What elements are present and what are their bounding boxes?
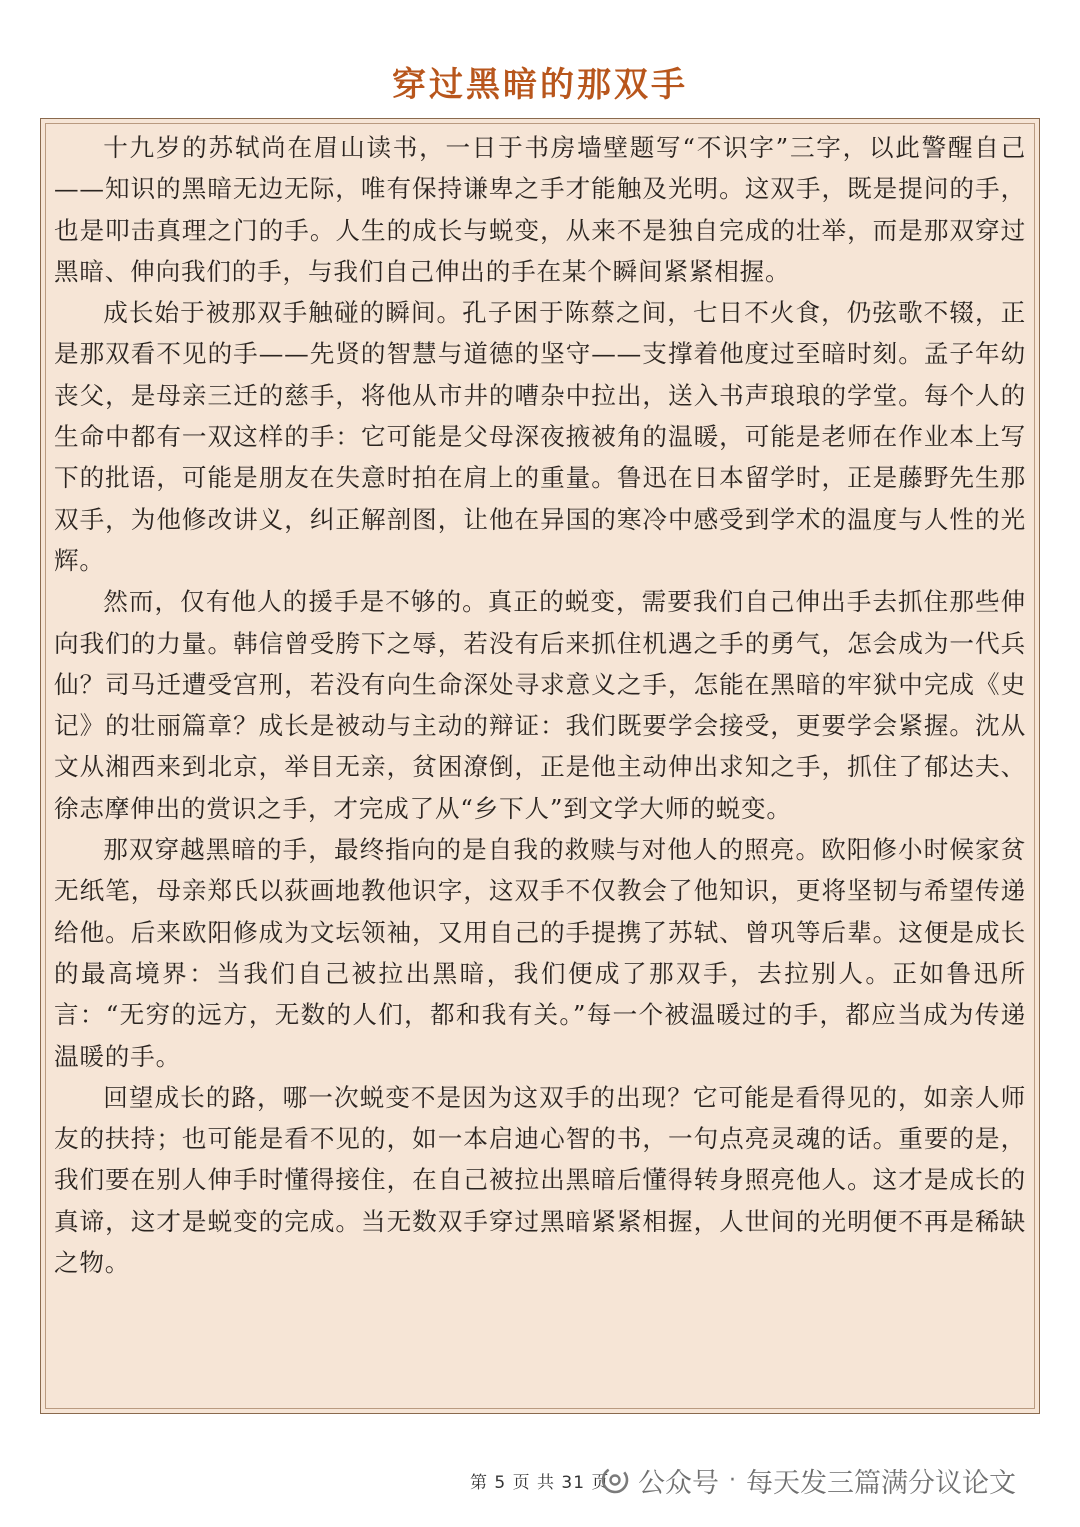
wechat-official-account-icon bbox=[600, 1465, 630, 1495]
watermark-label: 公众号 bbox=[638, 1467, 719, 1499]
paragraph-1: 十九岁的苏轼尚在眉山读书，一日于书房墙壁题写“不识字”三字，以此警醒自己——知识的黑暗无边无际，唯有保持谦卑之手才能触及光明。这双手，既是提问的手，也是叩击真理之门的手。人生的成长与蜕变，从来不是独自完成的壮举，而是那双穿过黑暗、伸向我们的手，与我们自己伸出的手在某个瞬间紧紧相握。 bbox=[54, 133, 1026, 286]
page-number: 第 5 页 共 31 页 bbox=[470, 1473, 610, 1493]
watermark-account-name: 每天发三篇满分议论文 bbox=[746, 1467, 1016, 1499]
paragraph-2: 成长始于被那双手触碰的瞬间。孔子困于陈蔡之间，七日不火食，仍弦歌不辍，正是那双看不见的手——先贤的智慧与道德的坚守——支撑着他度过至暗时刻。孟子年幼丧父，是母亲三迁的慈手，将他从市井的嘈杂中拉出，送入书声琅琅的学堂。每个人的生命中都有一双这样的手：它可能是父母深夜掖被角的温暖，可能是老师在作业本上写下的批语，可能是朋友在失意时拍在肩上的重量。鲁迅在日本留学时，正是藤野先生那双手，为他修改讲义，纠正解剖图，让他在异国的寒冷中感受到学术的温度与人性的光辉。 bbox=[54, 298, 1026, 575]
paragraph-3: 然而，仅有他人的援手是不够的。真正的蜕变，需要我们自己伸出手去抓住那些伸向我们的力量。韩信曾受胯下之辱，若没有后来抓住机遇之手的勇气，怎会成为一代兵仙？司马迁遭受宫刑，若没有向生命深处寻求意义之手，怎能在黑暗的牢狱中完成《史记》的壮丽篇章？成长是被动与主动的辩证：我们既要学会接受，更要学会紧握。沈从文从湘西来到北京，举目无亲，贫困潦倒，正是他主动伸出求知之手，抓住了郁达夫、徐志摩伸出的赏识之手，才完成了从“乡下人”到文学大师的蜕变。 bbox=[54, 587, 1026, 823]
watermark-separator: · bbox=[729, 1467, 736, 1493]
paragraph-4: 那双穿越黑暗的手，最终指向的是自我的救赎与对他人的照亮。欧阳修小时候家贫无纸笔，母亲郑氏以荻画地教他识字，这双手不仅教会了他知识，更将坚韧与希望传递给他。后来欧阳修成为文坛领袖，又用自己的手提携了苏轼、曾巩等后辈。这便是成长的最高境界：当我们自己被拉出黑暗，我们便成了那双手，去拉别人。正如鲁迅所言：“无穷的远方，无数的人们，都和我有关。”每一个被温暖过的手，都应当成为传递温暖的手。 bbox=[54, 835, 1026, 1071]
page-title: 穿过黑暗的那双手 bbox=[392, 65, 688, 105]
article-body bbox=[40, 118, 1040, 1414]
watermark bbox=[600, 1458, 1016, 1502]
paragraph-5: 回望成长的路，哪一次蜕变不是因为这双手的出现？它可能是看得见的，如亲人师友的扶持；也可能是看不见的，如一本启迪心智的书，一句点亮灵魂的话。重要的是，我们要在别人伸手时懂得接住，在自己被拉出黑暗后懂得转身照亮他人。这才是成长的真谛，这才是蜕变的完成。当无数双手穿过黑暗紧紧相握，人世间的光明便不再是稀缺之物。 bbox=[54, 1082, 1026, 1278]
